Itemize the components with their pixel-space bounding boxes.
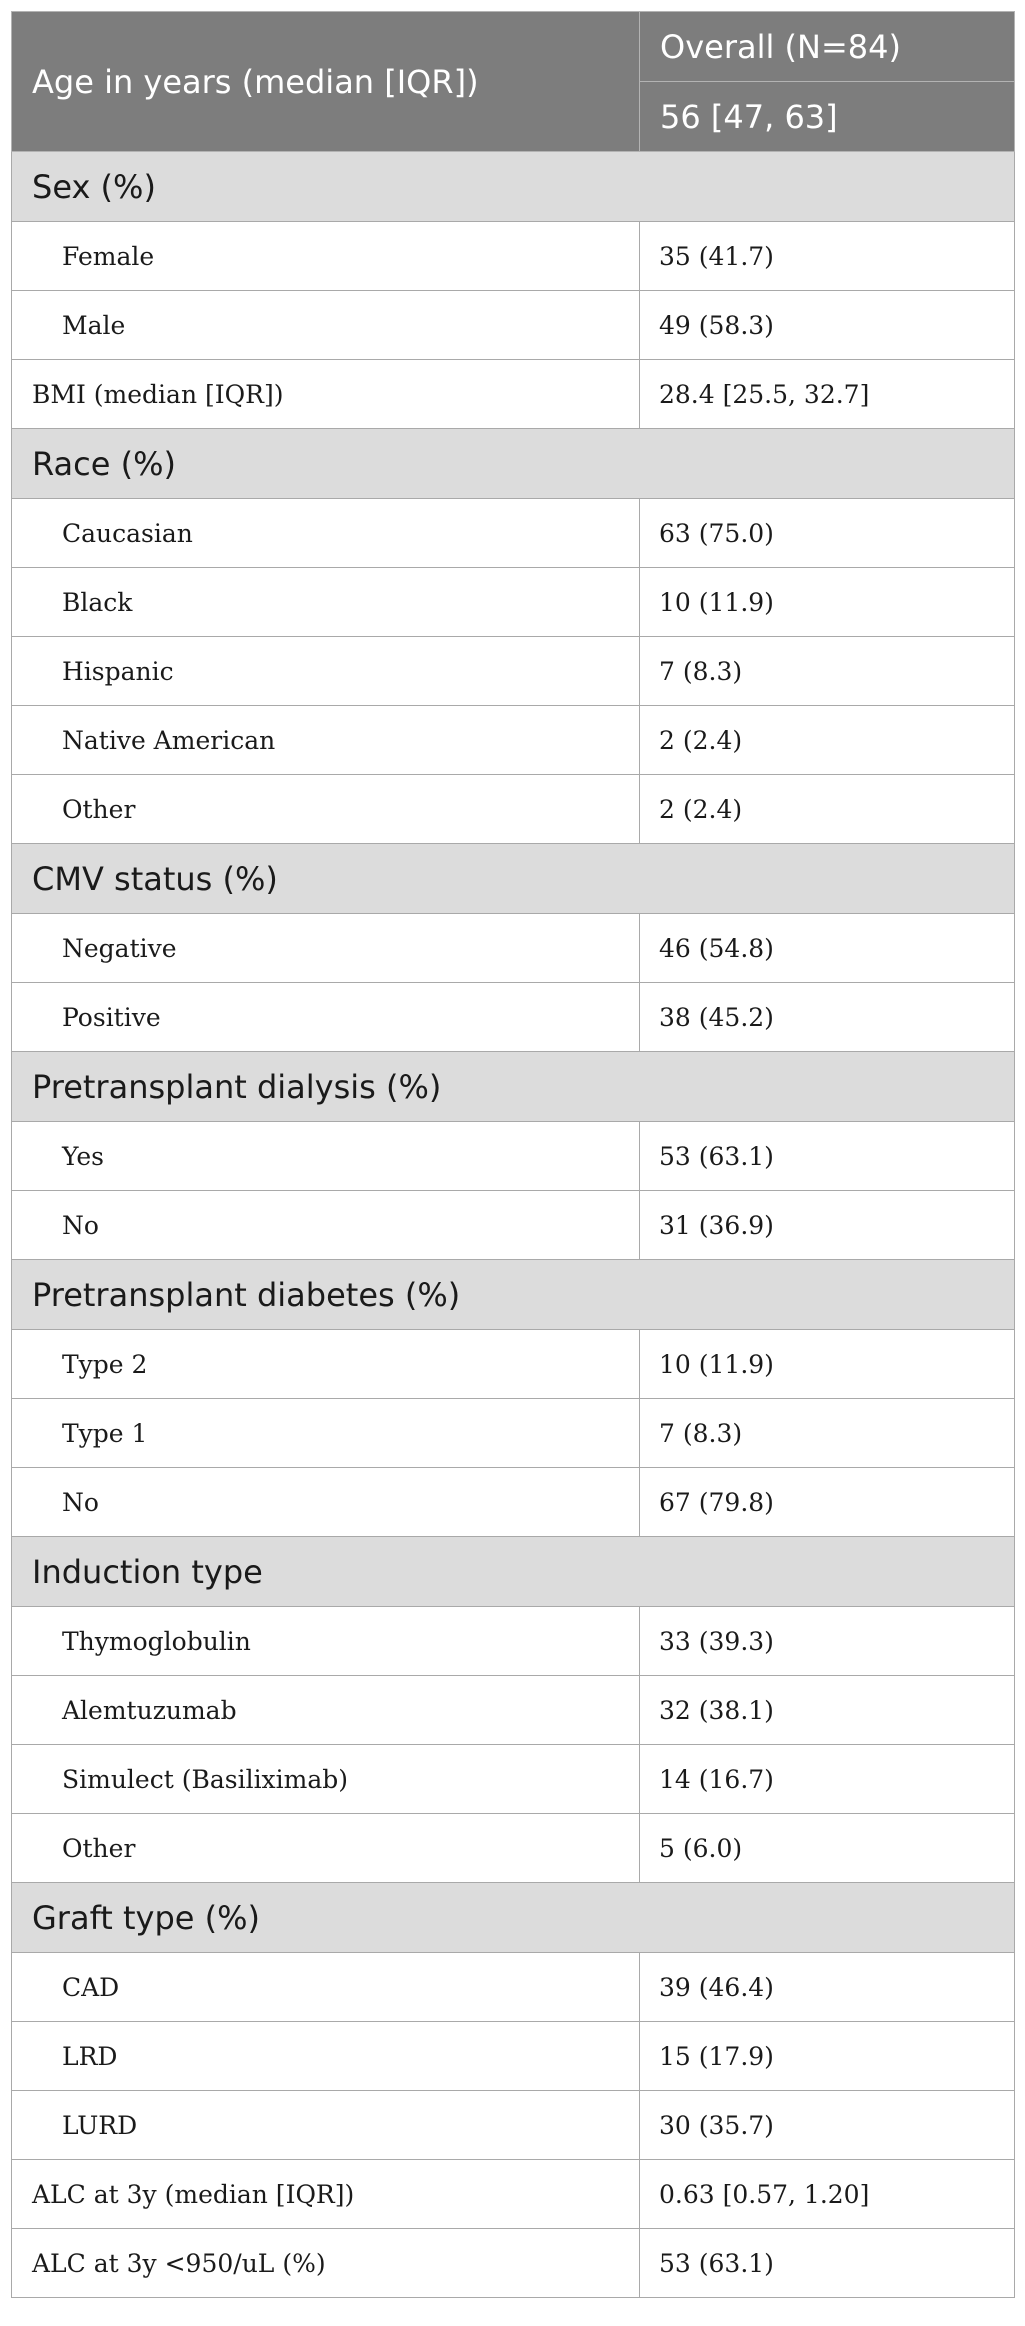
row-value: 31 (36.9) [640, 1191, 1015, 1260]
row-value: 2 (2.4) [640, 706, 1015, 775]
row-label: Native American [12, 706, 640, 775]
table-row [12, 637, 1015, 706]
row-value: 49 (58.3) [640, 291, 1015, 360]
table-row [12, 983, 1015, 1052]
section-label: CMV status (%) [12, 844, 1015, 914]
row-value: 39 (46.4) [640, 1953, 1015, 2022]
section-header-row [12, 1052, 1015, 1122]
row-label: LRD [12, 2022, 640, 2091]
section-header-row [12, 1260, 1015, 1330]
table-row [12, 499, 1015, 568]
header-row-label: Age in years (median [IQR]) [12, 12, 640, 152]
demographics-table [11, 11, 1015, 2298]
row-label: Positive [12, 983, 640, 1052]
table-row [12, 1607, 1015, 1676]
row-label: Alemtuzumab [12, 1676, 640, 1745]
row-value: 14 (16.7) [640, 1745, 1015, 1814]
row-label: Male [12, 291, 640, 360]
row-value: 35 (41.7) [640, 222, 1015, 291]
row-value: 30 (35.7) [640, 2091, 1015, 2160]
row-value: 63 (75.0) [640, 499, 1015, 568]
section-label: Induction type [12, 1537, 1015, 1607]
section-header-row [12, 1883, 1015, 1953]
row-label: No [12, 1468, 640, 1537]
row-value: 10 (11.9) [640, 1330, 1015, 1399]
table-row [12, 1745, 1015, 1814]
row-label: LURD [12, 2091, 640, 2160]
section-header-row [12, 152, 1015, 222]
row-value: 2 (2.4) [640, 775, 1015, 844]
row-label: No [12, 1191, 640, 1260]
row-label: Caucasian [12, 499, 640, 568]
table-row [12, 914, 1015, 983]
row-value: 46 (54.8) [640, 914, 1015, 983]
row-value: 5 (6.0) [640, 1814, 1015, 1883]
row-value: 10 (11.9) [640, 568, 1015, 637]
table-row [12, 2091, 1015, 2160]
table-row [12, 568, 1015, 637]
row-label: Simulect (Basiliximab) [12, 1745, 640, 1814]
row-label: Other [12, 1814, 640, 1883]
table-row [12, 1330, 1015, 1399]
row-value: 15 (17.9) [640, 2022, 1015, 2091]
row-label: Type 1 [12, 1399, 640, 1468]
row-label: BMI (median [IQR]) [12, 360, 640, 429]
column-title: Overall (N=84) [640, 12, 1015, 82]
section-label: Race (%) [12, 429, 1015, 499]
age-value: 56 [47, 63] [640, 82, 1015, 152]
section-label: Sex (%) [12, 152, 1015, 222]
section-header-row [12, 429, 1015, 499]
row-label: ALC at 3y <950/uL (%) [12, 2229, 640, 2298]
row-label: Black [12, 568, 640, 637]
row-value: 7 (8.3) [640, 637, 1015, 706]
row-value: 28.4 [25.5, 32.7] [640, 360, 1015, 429]
row-value: 38 (45.2) [640, 983, 1015, 1052]
row-label: ALC at 3y (median [IQR]) [12, 2160, 640, 2229]
table-row [12, 706, 1015, 775]
row-label: Thymoglobulin [12, 1607, 640, 1676]
table-row [12, 1814, 1015, 1883]
row-label: Other [12, 775, 640, 844]
row-value: 67 (79.8) [640, 1468, 1015, 1537]
table-row [12, 775, 1015, 844]
row-value: 32 (38.1) [640, 1676, 1015, 1745]
section-label: Pretransplant dialysis (%) [12, 1052, 1015, 1122]
row-value: 7 (8.3) [640, 1399, 1015, 1468]
table-row [12, 2229, 1015, 2298]
section-label: Graft type (%) [12, 1883, 1015, 1953]
row-label: Yes [12, 1122, 640, 1191]
table-row [12, 1191, 1015, 1260]
row-value: 53 (63.1) [640, 2229, 1015, 2298]
row-label: Negative [12, 914, 640, 983]
table-row [12, 1399, 1015, 1468]
section-label: Pretransplant diabetes (%) [12, 1260, 1015, 1330]
row-label: Type 2 [12, 1330, 640, 1399]
row-label: Female [12, 222, 640, 291]
table-row [12, 2160, 1015, 2229]
table-row [12, 1676, 1015, 1745]
row-value: 53 (63.1) [640, 1122, 1015, 1191]
row-label: CAD [12, 1953, 640, 2022]
table-row [12, 360, 1015, 429]
header-row [12, 12, 1015, 82]
table-row [12, 1953, 1015, 2022]
table-row [12, 1468, 1015, 1537]
row-value: 0.63 [0.57, 1.20] [640, 2160, 1015, 2229]
section-header-row [12, 1537, 1015, 1607]
table-row [12, 1122, 1015, 1191]
row-label: Hispanic [12, 637, 640, 706]
table-row [12, 222, 1015, 291]
table-row [12, 291, 1015, 360]
section-header-row [12, 844, 1015, 914]
row-value: 33 (39.3) [640, 1607, 1015, 1676]
table-row [12, 2022, 1015, 2091]
